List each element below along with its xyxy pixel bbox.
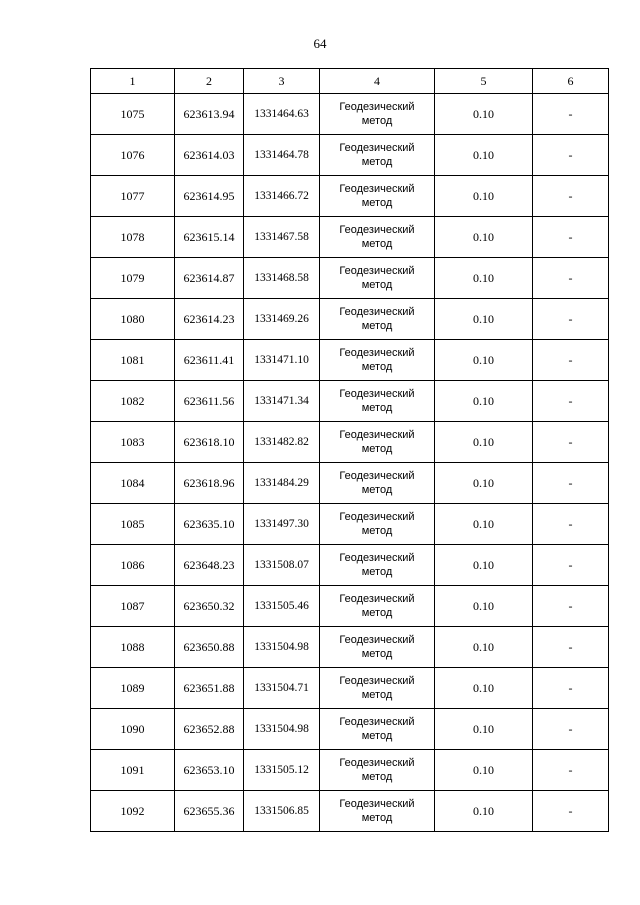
coordinate-x-cell: 623651.88 <box>175 668 244 709</box>
accuracy-cell: 0.10 <box>435 135 533 176</box>
accuracy-cell: 0.10 <box>435 381 533 422</box>
coordinate-y-cell: 1331504.98 <box>244 627 320 668</box>
column-header-4: 4 <box>320 69 435 94</box>
description-cell: - <box>533 381 609 422</box>
accuracy-cell: 0.10 <box>435 176 533 217</box>
accuracy-cell: 0.10 <box>435 299 533 340</box>
column-header-6: 6 <box>533 69 609 94</box>
method-line: Геодезический <box>339 265 415 277</box>
description-cell: - <box>533 217 609 258</box>
description-cell: - <box>533 627 609 668</box>
description-cell: - <box>533 504 609 545</box>
method-cell <box>320 668 435 709</box>
table-row <box>91 545 609 586</box>
table-body <box>91 94 609 832</box>
coordinate-x-cell: 623655.36 <box>175 791 244 832</box>
coordinate-x-cell: 623614.23 <box>175 299 244 340</box>
coordinate-y-cell: 1331484.29 <box>244 463 320 504</box>
description-cell: - <box>533 258 609 299</box>
coordinate-x-cell: 623611.41 <box>175 340 244 381</box>
method-cell <box>320 586 435 627</box>
table-row <box>91 791 609 832</box>
method-line: метод <box>361 812 393 824</box>
accuracy-cell: 0.10 <box>435 709 533 750</box>
method-line: метод <box>361 238 393 250</box>
method-line: Геодезический <box>339 224 415 236</box>
coordinate-y-cell: 1331497.30 <box>244 504 320 545</box>
coordinate-y-cell: 1331505.46 <box>244 586 320 627</box>
coordinate-x-cell: 623614.87 <box>175 258 244 299</box>
point-number-cell: 1076 <box>91 135 175 176</box>
description-cell: - <box>533 791 609 832</box>
method-cell <box>320 299 435 340</box>
method-line: метод <box>361 525 393 537</box>
description-cell: - <box>533 709 609 750</box>
accuracy-cell: 0.10 <box>435 586 533 627</box>
description-cell: - <box>533 94 609 135</box>
method-line: Геодезический <box>339 798 415 810</box>
method-line: Геодезический <box>339 347 415 359</box>
method-line: метод <box>361 730 393 742</box>
description-cell: - <box>533 586 609 627</box>
method-line: Геодезический <box>339 757 415 769</box>
method-cell <box>320 750 435 791</box>
column-header-2: 2 <box>175 69 244 94</box>
table-row <box>91 217 609 258</box>
point-number-cell: 1085 <box>91 504 175 545</box>
coordinate-x-cell: 623618.10 <box>175 422 244 463</box>
column-header-5: 5 <box>435 69 533 94</box>
description-cell: - <box>533 176 609 217</box>
method-line: метод <box>361 566 393 578</box>
coordinate-x-cell: 623614.03 <box>175 135 244 176</box>
method-cell <box>320 135 435 176</box>
coordinate-y-cell: 1331504.98 <box>244 709 320 750</box>
point-number-cell: 1079 <box>91 258 175 299</box>
method-line: Геодезический <box>339 306 415 318</box>
coordinate-y-cell: 1331504.71 <box>244 668 320 709</box>
point-number-cell: 1092 <box>91 791 175 832</box>
coordinate-x-cell: 623615.14 <box>175 217 244 258</box>
accuracy-cell: 0.10 <box>435 668 533 709</box>
method-line: Геодезический <box>339 634 415 646</box>
point-number-cell: 1083 <box>91 422 175 463</box>
accuracy-cell: 0.10 <box>435 463 533 504</box>
method-line: метод <box>361 607 393 619</box>
point-number-cell: 1086 <box>91 545 175 586</box>
coordinate-x-cell: 623611.56 <box>175 381 244 422</box>
table-row <box>91 340 609 381</box>
point-number-cell: 1091 <box>91 750 175 791</box>
method-line: метод <box>361 443 393 455</box>
method-line: метод <box>361 156 393 168</box>
method-cell <box>320 545 435 586</box>
point-number-cell: 1080 <box>91 299 175 340</box>
accuracy-cell: 0.10 <box>435 750 533 791</box>
point-number-cell: 1078 <box>91 217 175 258</box>
coordinate-y-cell: 1331508.07 <box>244 545 320 586</box>
method-line: Геодезический <box>339 142 415 154</box>
description-cell: - <box>533 422 609 463</box>
method-line: метод <box>361 320 393 332</box>
method-line: Геодезический <box>339 429 415 441</box>
method-line: метод <box>361 689 393 701</box>
point-number-cell: 1089 <box>91 668 175 709</box>
coordinate-x-cell: 623653.10 <box>175 750 244 791</box>
coordinate-x-cell: 623652.88 <box>175 709 244 750</box>
accuracy-cell: 0.10 <box>435 627 533 668</box>
coordinate-y-cell: 1331464.78 <box>244 135 320 176</box>
method-line: Геодезический <box>339 470 415 482</box>
method-cell <box>320 258 435 299</box>
accuracy-cell: 0.10 <box>435 94 533 135</box>
coordinate-y-cell: 1331464.63 <box>244 94 320 135</box>
method-cell <box>320 463 435 504</box>
accuracy-cell: 0.10 <box>435 504 533 545</box>
coordinate-y-cell: 1331466.72 <box>244 176 320 217</box>
method-line: метод <box>361 771 393 783</box>
coordinates-table <box>90 68 609 832</box>
description-cell: - <box>533 135 609 176</box>
method-cell <box>320 381 435 422</box>
point-number-cell: 1081 <box>91 340 175 381</box>
table-row <box>91 586 609 627</box>
coordinate-x-cell: 623618.96 <box>175 463 244 504</box>
coordinate-x-cell: 623614.95 <box>175 176 244 217</box>
coordinate-y-cell: 1331469.26 <box>244 299 320 340</box>
method-line: метод <box>361 197 393 209</box>
method-line: метод <box>361 361 393 373</box>
accuracy-cell: 0.10 <box>435 258 533 299</box>
accuracy-cell: 0.10 <box>435 791 533 832</box>
description-cell: - <box>533 340 609 381</box>
table-row <box>91 258 609 299</box>
table-row <box>91 463 609 504</box>
column-header-3: 3 <box>244 69 320 94</box>
method-line: Геодезический <box>339 675 415 687</box>
description-cell: - <box>533 668 609 709</box>
accuracy-cell: 0.10 <box>435 217 533 258</box>
method-cell <box>320 422 435 463</box>
method-cell <box>320 340 435 381</box>
accuracy-cell: 0.10 <box>435 545 533 586</box>
method-line: метод <box>361 648 393 660</box>
description-cell: - <box>533 750 609 791</box>
coordinate-x-cell: 623650.32 <box>175 586 244 627</box>
coordinate-y-cell: 1331471.10 <box>244 340 320 381</box>
table-row <box>91 750 609 791</box>
accuracy-cell: 0.10 <box>435 340 533 381</box>
table-row <box>91 422 609 463</box>
table-row <box>91 94 609 135</box>
point-number-cell: 1084 <box>91 463 175 504</box>
table-row <box>91 504 609 545</box>
table-header-row <box>91 69 609 94</box>
method-line: Геодезический <box>339 593 415 605</box>
coordinate-y-cell: 1331471.34 <box>244 381 320 422</box>
coordinate-x-cell: 623648.23 <box>175 545 244 586</box>
method-cell <box>320 217 435 258</box>
method-line: Геодезический <box>339 101 415 113</box>
coordinate-x-cell: 623613.94 <box>175 94 244 135</box>
table-row <box>91 381 609 422</box>
point-number-cell: 1075 <box>91 94 175 135</box>
method-line: Геодезический <box>339 552 415 564</box>
method-line: метод <box>361 402 393 414</box>
description-cell: - <box>533 463 609 504</box>
coordinate-y-cell: 1331468.58 <box>244 258 320 299</box>
coordinate-x-cell: 623635.10 <box>175 504 244 545</box>
method-line: метод <box>361 279 393 291</box>
coordinate-y-cell: 1331506.85 <box>244 791 320 832</box>
point-number-cell: 1087 <box>91 586 175 627</box>
page-number: 64 <box>313 36 327 51</box>
coordinate-x-cell: 623650.88 <box>175 627 244 668</box>
column-header-1: 1 <box>91 69 175 94</box>
method-cell <box>320 504 435 545</box>
method-line: Геодезический <box>339 716 415 728</box>
table-row <box>91 709 609 750</box>
method-cell <box>320 709 435 750</box>
coordinate-y-cell: 1331482.82 <box>244 422 320 463</box>
method-line: Геодезический <box>339 388 415 400</box>
method-cell <box>320 627 435 668</box>
method-line: метод <box>361 115 393 127</box>
table-row <box>91 299 609 340</box>
point-number-cell: 1082 <box>91 381 175 422</box>
table-row <box>91 135 609 176</box>
method-cell <box>320 176 435 217</box>
table-row <box>91 668 609 709</box>
accuracy-cell: 0.10 <box>435 422 533 463</box>
description-cell: - <box>533 299 609 340</box>
method-cell <box>320 791 435 832</box>
point-number-cell: 1088 <box>91 627 175 668</box>
coordinate-y-cell: 1331505.12 <box>244 750 320 791</box>
method-line: Геодезический <box>339 183 415 195</box>
point-number-cell: 1077 <box>91 176 175 217</box>
table-row <box>91 627 609 668</box>
method-cell <box>320 94 435 135</box>
point-number-cell: 1090 <box>91 709 175 750</box>
table-row <box>91 176 609 217</box>
description-cell: - <box>533 545 609 586</box>
coordinate-y-cell: 1331467.58 <box>244 217 320 258</box>
method-line: Геодезический <box>339 511 415 523</box>
method-line: метод <box>361 484 393 496</box>
